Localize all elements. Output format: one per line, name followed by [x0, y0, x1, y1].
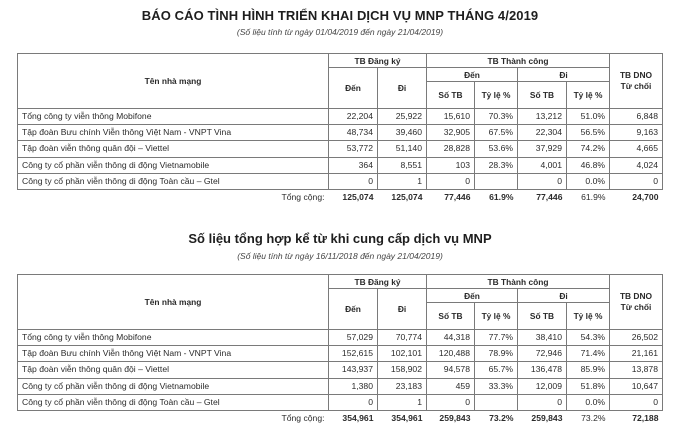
total-succ-in-rate: 61.9% [489, 192, 514, 203]
table-row [18, 125, 663, 141]
header-success-out-count: Số TB [518, 303, 567, 330]
cell-dno: 13,878 [610, 362, 663, 378]
cell-succ-in-rate: 70.3% [475, 109, 518, 125]
header-success-in-count: Số TB [427, 303, 475, 330]
cell-reg-out: 8,551 [378, 157, 427, 173]
header-success: TB Thành công [427, 54, 610, 68]
table-row [18, 173, 663, 189]
cell-succ-out-rate: 56.5% [567, 125, 610, 141]
operator-name: Công ty cổ phần viễn thông di động Toàn cầu – Gtel [18, 394, 329, 410]
cell-succ-in: 32,905 [427, 125, 475, 141]
header-success-out: Đi [518, 68, 610, 82]
operator-name: Tập đoàn viễn thông quân đội – Viettel [18, 362, 329, 378]
total-succ-in: 259,843 [439, 413, 471, 424]
operator-name: Tổng công ty viễn thông Mobifone [18, 330, 329, 346]
cell-succ-in: 44,318 [427, 330, 475, 346]
cell-reg-out: 23,183 [378, 378, 427, 394]
cell-succ-in: 15,610 [427, 109, 475, 125]
operator-name: Công ty cổ phần viễn thông di động Vietnamobile [18, 378, 329, 394]
cell-succ-out-rate: 74.2% [567, 141, 610, 157]
cell-succ-out: 38,410 [518, 330, 567, 346]
header-registered-in: Đến [329, 68, 378, 109]
cell-succ-in-rate [475, 394, 518, 410]
cell-reg-in: 57,029 [329, 330, 378, 346]
header-registered-out: Đi [378, 289, 427, 330]
cell-succ-out: 0 [518, 173, 567, 189]
cell-reg-in: 1,380 [329, 378, 378, 394]
cell-succ-out-rate: 51.8% [567, 378, 610, 394]
report1-subtitle: (Số liệu tính từ ngày 01/04/2019 đến ngày 21/04/2019) [236, 27, 444, 37]
cell-succ-out: 136,478 [518, 362, 567, 378]
cell-reg-out: 158,902 [378, 362, 427, 378]
header-success-out-rate: Tỷ lệ % [567, 82, 610, 109]
header-success-out-rate: Tỷ lệ % [567, 303, 610, 330]
total-succ-out: 77,446 [536, 192, 563, 203]
total-succ-in: 77,446 [444, 192, 471, 203]
header-registered-out: Đi [378, 68, 427, 109]
total-succ-out-rate: 73.2% [581, 413, 606, 424]
total-row [18, 410, 663, 426]
cell-succ-out: 12,009 [518, 378, 567, 394]
total-succ-in-rate: 73.2% [489, 413, 514, 424]
cell-dno: 21,161 [610, 346, 663, 362]
cell-reg-in: 364 [329, 157, 378, 173]
table-row [18, 330, 663, 346]
cell-succ-in-rate: 67.5% [475, 125, 518, 141]
cell-reg-in: 0 [329, 394, 378, 410]
cell-succ-in: 94,578 [427, 362, 475, 378]
cell-succ-out: 13,212 [518, 109, 567, 125]
header-dno-rejected: TB DNO Từ chối [610, 275, 663, 330]
table-row [18, 394, 663, 410]
header-success-in-count: Số TB [427, 82, 475, 109]
table-row [18, 362, 663, 378]
header-success-in-rate: Tỷ lệ % [475, 82, 518, 109]
cell-dno: 4,024 [610, 157, 663, 173]
cell-reg-out: 102,101 [378, 346, 427, 362]
header-success-in: Đến [427, 68, 518, 82]
cell-reg-in: 0 [329, 173, 378, 189]
operator-name: Công ty cổ phần viễn thông di động Toàn cầu – Gtel [18, 173, 329, 189]
table-row [18, 346, 663, 362]
cell-succ-in: 0 [427, 394, 475, 410]
table-row [18, 157, 663, 173]
table-row [18, 141, 663, 157]
cell-reg-in: 22,204 [329, 109, 378, 125]
total-dno: 72,188 [632, 413, 659, 424]
header-success-out: Đi [518, 289, 610, 303]
cell-dno: 4,665 [610, 141, 663, 157]
cell-succ-out-rate: 46.8% [567, 157, 610, 173]
total-label: Tổng cộng: [281, 192, 325, 203]
cell-reg-out: 39,460 [378, 125, 427, 141]
report2-subtitle: (Số liệu tính từ ngày 16/11/2018 đến ngày 21/04/2019) [237, 251, 443, 261]
cell-succ-in-rate: 77.7% [475, 330, 518, 346]
operator-name: Tổng công ty viễn thông Mobifone [18, 109, 329, 125]
cell-succ-in: 0 [427, 173, 475, 189]
cell-dno: 0 [610, 173, 663, 189]
cell-succ-out: 22,304 [518, 125, 567, 141]
cell-reg-in: 53,772 [329, 141, 378, 157]
total-label: Tổng cộng: [281, 413, 325, 424]
total-reg-out: 125,074 [391, 192, 423, 203]
cell-reg-in: 48,734 [329, 125, 378, 141]
cell-dno: 0 [610, 394, 663, 410]
table-row [18, 378, 663, 394]
cell-reg-out: 70,774 [378, 330, 427, 346]
operator-name: Tập đoàn viễn thông quân đội – Viettel [18, 141, 329, 157]
cell-succ-out: 4,001 [518, 157, 567, 173]
cell-succ-in: 459 [427, 378, 475, 394]
header-registered: TB Đăng ký [329, 54, 427, 68]
header-success-in: Đến [427, 289, 518, 303]
cell-succ-out-rate: 0.0% [567, 173, 610, 189]
report2-table [17, 274, 663, 426]
operator-name: Công ty cổ phần viễn thông di động Vietnamobile [18, 157, 329, 173]
cell-succ-in-rate: 65.7% [475, 362, 518, 378]
cell-succ-out-rate: 71.4% [567, 346, 610, 362]
cell-dno: 9,163 [610, 125, 663, 141]
cell-succ-in-rate: 53.6% [475, 141, 518, 157]
cell-succ-in: 28,828 [427, 141, 475, 157]
cell-succ-out: 37,929 [518, 141, 567, 157]
report1-title: BÁO CÁO TÌNH HÌNH TRIỂN KHAI DỊCH VỤ MNP THÁNG 4/2019 [141, 8, 539, 23]
cell-succ-in-rate [475, 173, 518, 189]
cell-reg-out: 1 [378, 173, 427, 189]
cell-dno: 10,647 [610, 378, 663, 394]
cell-succ-in-rate: 33.3% [475, 378, 518, 394]
cell-succ-out: 0 [518, 394, 567, 410]
header-success: TB Thành công [427, 275, 610, 289]
header-registered: TB Đăng ký [329, 275, 427, 289]
cell-reg-out: 25,922 [378, 109, 427, 125]
cell-succ-out-rate: 85.9% [567, 362, 610, 378]
cell-reg-in: 143,937 [329, 362, 378, 378]
operator-name: Tập đoàn Bưu chính Viễn thông Việt Nam - VNPT Vina [18, 346, 329, 362]
header-success-in-rate: Tỷ lệ % [475, 303, 518, 330]
total-succ-out: 259,843 [531, 413, 563, 424]
total-reg-in: 354,961 [342, 413, 374, 424]
header-operator-name: Tên nhà mạng [18, 54, 329, 109]
cell-succ-out: 72,946 [518, 346, 567, 362]
cell-reg-out: 1 [378, 394, 427, 410]
total-reg-in: 125,074 [342, 192, 374, 203]
header-success-out-count: Số TB [518, 82, 567, 109]
cell-succ-out-rate: 54.3% [567, 330, 610, 346]
table-row [18, 109, 663, 125]
total-succ-out-rate: 61.9% [581, 192, 606, 203]
cell-succ-in: 120,488 [427, 346, 475, 362]
total-dno: 24,700 [632, 192, 659, 203]
header-operator-name: Tên nhà mạng [18, 275, 329, 330]
cell-succ-out-rate: 51.0% [567, 109, 610, 125]
header-dno-rejected: TB DNO Từ chối [610, 54, 663, 109]
operator-name: Tập đoàn Bưu chính Viễn thông Việt Nam - VNPT Vina [18, 125, 329, 141]
cell-reg-out: 51,140 [378, 141, 427, 157]
cell-dno: 26,502 [610, 330, 663, 346]
cell-succ-in: 103 [427, 157, 475, 173]
header-registered-in: Đến [329, 289, 378, 330]
report2-title: Số liệu tổng hợp kể từ khi cung cấp dịch vụ MNP [188, 231, 492, 246]
cell-succ-in-rate: 28.3% [475, 157, 518, 173]
total-row [18, 189, 663, 205]
cell-reg-in: 152,615 [329, 346, 378, 362]
cell-succ-in-rate: 78.9% [475, 346, 518, 362]
cell-dno: 6,848 [610, 109, 663, 125]
cell-succ-out-rate: 0.0% [567, 394, 610, 410]
total-reg-out: 354,961 [391, 413, 423, 424]
report1-table [17, 53, 663, 205]
